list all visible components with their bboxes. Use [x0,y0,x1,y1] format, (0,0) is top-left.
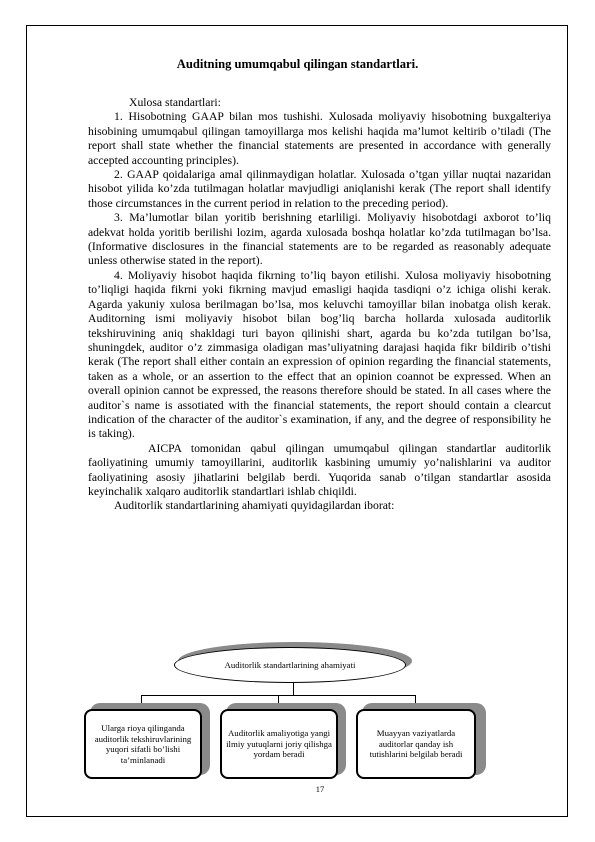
paragraph-standard-3: 3. Ma’lumotlar bilan yoritib berishning etarliligi. Moliyaviy hisobotdagi axborot to’liq adekvat holda yoritib berilishi lozim, agarda xulosada boshqa holatlar ko’zda tutilmagan bo’lsa. (Informative disclosures in the financial statements are to be regarded as reasonably adequate unless otherwise stated in the report). [88,211,551,268]
root-node: Auditorlik standartlarining ahamiyati [174,647,406,683]
paragraph-xulosa-header: Xulosa standartlari: [129,96,221,109]
connector-vertical-root [293,683,294,695]
significance-diagram [84,640,494,780]
child-node-2: Auditorlik amaliyotiga yangi ilmiy yutuqlarni joriy qilishga yordam beradi [220,709,338,779]
paragraph-standard-4: 4. Moliyaviy hisobot haqida fikrning to’liq bayon etilishi. Xulosa moliyaviy hisobotning to’liqligi haqida fikrni yoki fikrning mavjud emasligi haqida tasdiqni o’z ichiga olishi kerak. Agarda yakuniy xulosa berilmagan bo’lsa, mos keluvchi tamoyillar bilan inobatga olish kerak. Auditorning ismi moliyaviy hisobot bilan bog’liq barcha hollarda xulosada auditorlik tekshiruvining aniq shakldagi turi bayon qilinishi shart, agarda bu ko’zda tutilgan bo’lsa, shuningdek, auditor o’z zimmasiga oladigan mas’uliyatning darajasi haqida fikr bildirib o’tishi kerak (The report shall either contain an expression of opinion regarding the financial statements, taken as a whole, or an assertion to the effect that an opinion coannot be expressed. When an overall opinion cannot be expressed, the reasons therefore should be stated. In all cases where the auditor`s name is assotiated with the financial statements, the report should contain a clearcut indication of the character of the auditor`s examination, if any, and the degree of responsibility he is taking). [88,268,551,441]
page-title: Auditning umumqabul qilingan standartlari. [176,57,419,71]
paragraph-standard-2: 2. GAAP qoidalariga amal qilinmaydigan holatlar. Xulosada o’tgan yillar nuqtai nazaridan hisobot yilida ko’zda tutilmagan holatlar mavjudligi aniqlanishi kerak (The report shall identify those circumstances in the current period in relation to the preceding period). [88,168,551,210]
paragraph-aicpa: AICPA tomonidan qabul qilingan umumqabul qilingan standartlar auditorlik faoliyatining umumiy tamoyillarini, auditorlik kasbining umumiy yo’nalishlarini va auditor faoliyatining asosiy jihatlarini belgilab berdi. Yuqorida sanab o’tilgan standartlar asosida keyinchalik xalqaro auditorlik standartlari ishlab chiqildi. [88,441,551,498]
paragraph-standard-1: 1. Hisobotning GAAP bilan mos tushishi. Xulosada moliyaviy hisobotning buxgalteriya hisobining umumqabul qilingan tamoyillarga mos kelishi haqida ma’lumot keltirib o’tiladi (The report shall state whether the financial statements are presented in accordance with generally accepted accounting principles). [88,110,551,167]
child-node-3: Muayyan vaziyatlarda auditorlar qanday ish tutishlarini belgilab beradi [356,709,476,779]
child-node-1: Ularga rioya qilinganda auditorlik tekshiruvlarining yuqori sifatli bo’lishi ta’minlanadi [84,709,202,779]
paragraph-ahamiyati-intro: Auditorlik standartlarining ahamiyati quyidagilardan iborat: [114,499,395,513]
body-text [88,96,551,514]
page-number: 17 [315,784,325,794]
